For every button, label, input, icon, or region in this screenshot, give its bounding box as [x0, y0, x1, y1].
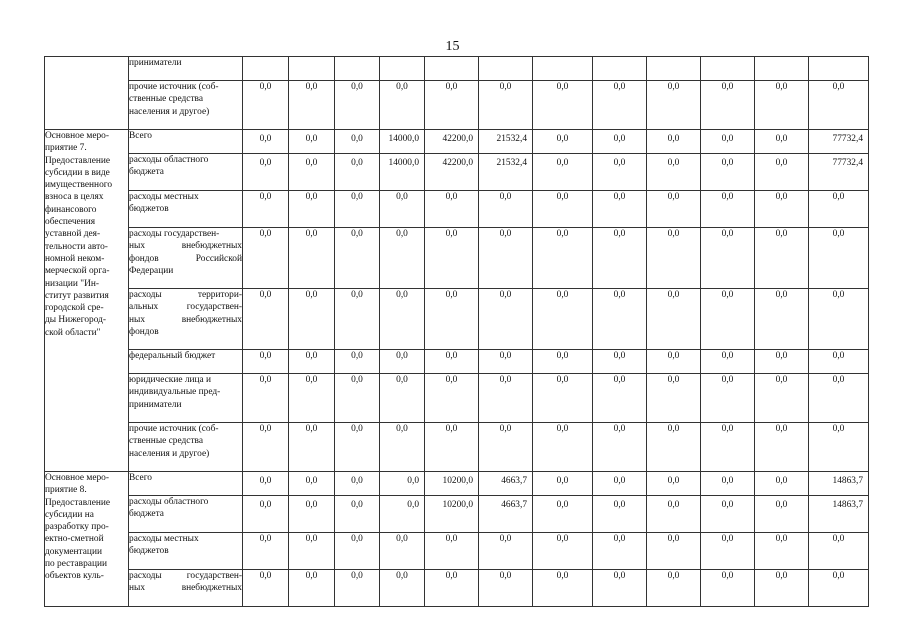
value-cell: 0,0 — [335, 374, 380, 423]
value-cell: 0,0 — [755, 570, 809, 607]
event-line: документации — [45, 546, 102, 557]
value-cell: 0,0 — [809, 228, 869, 289]
value-cell: 0,0 — [380, 81, 425, 130]
funding-source-line: расходы областного — [129, 497, 209, 507]
value-cell: 0,0 — [335, 533, 380, 570]
value-cell: 0,0 — [425, 289, 479, 350]
value-cell: 0,0 — [701, 570, 755, 607]
value-cell: 0,0 — [701, 81, 755, 130]
value-cell: 0,0 — [479, 228, 533, 289]
value-cell: 0,0 — [647, 423, 701, 472]
value-cell: 0,0 — [380, 570, 425, 607]
funding-source-line: расходы областного — [129, 155, 209, 165]
value-cell: 0,0 — [809, 289, 869, 350]
value-cell: 21532,4 — [479, 154, 533, 191]
value-cell: 0,0 — [593, 228, 647, 289]
value-cell: 0,0 — [289, 350, 335, 374]
funding-source-line: ных внебюджетных — [129, 314, 242, 325]
value-cell — [335, 57, 380, 81]
value-cell: 0,0 — [593, 191, 647, 228]
value-cell — [701, 57, 755, 81]
value-cell: 0,0 — [533, 496, 593, 533]
event-description — [45, 472, 129, 607]
value-cell: 0,0 — [243, 154, 289, 191]
value-cell: 0,0 — [335, 81, 380, 130]
value-cell: 0,0 — [335, 423, 380, 472]
page-number: 15 — [445, 39, 460, 54]
value-cell: 0,0 — [243, 228, 289, 289]
value-cell: 0,0 — [701, 191, 755, 228]
value-cell: 0,0 — [425, 570, 479, 607]
value-cell: 14863,7 — [809, 472, 869, 496]
value-cell: 0,0 — [243, 423, 289, 472]
value-cell: 0,0 — [380, 374, 425, 423]
value-cell: 0,0 — [647, 81, 701, 130]
value-cell: 0,0 — [701, 289, 755, 350]
value-cell: 0,0 — [380, 289, 425, 350]
value-cell: 0,0 — [701, 423, 755, 472]
value-cell: 0,0 — [243, 81, 289, 130]
funding-source-line: альных государствен- — [129, 302, 242, 313]
funding-source-line: бюджетов — [129, 546, 169, 557]
value-cell: 0,0 — [647, 154, 701, 191]
event-line: тельности авто- — [45, 241, 108, 252]
table-row — [45, 130, 869, 154]
funding-source-line: федеральный бюджет — [129, 351, 216, 361]
event-line: уставной дея- — [45, 229, 101, 240]
value-cell: 0,0 — [380, 496, 425, 533]
funding-source — [129, 228, 243, 289]
value-cell: 0,0 — [479, 289, 533, 350]
value-cell: 0,0 — [533, 154, 593, 191]
event-line: Основное меро- — [45, 131, 109, 141]
value-cell: 0,0 — [243, 191, 289, 228]
table-row — [45, 496, 869, 533]
funding-source-line: прочие источник (соб- — [129, 424, 219, 434]
event-line: субсидии на — [45, 509, 94, 520]
value-cell — [533, 57, 593, 81]
funding-source-line: индивидуальные пред- — [129, 387, 221, 398]
value-cell: 0,0 — [755, 289, 809, 350]
value-cell: 14000,0 — [380, 130, 425, 154]
event-line: Предоставление — [45, 155, 111, 166]
value-cell: 0,0 — [755, 191, 809, 228]
value-cell: 0,0 — [425, 350, 479, 374]
value-cell: 0,0 — [755, 374, 809, 423]
value-cell: 0,0 — [243, 130, 289, 154]
event-line: объектов куль- — [45, 571, 104, 582]
table-row — [45, 81, 869, 130]
table-row — [45, 191, 869, 228]
funding-source — [129, 374, 243, 423]
table-row — [45, 423, 869, 472]
value-cell: 0,0 — [479, 374, 533, 423]
value-cell: 0,0 — [289, 289, 335, 350]
value-cell: 0,0 — [533, 350, 593, 374]
value-cell: 0,0 — [647, 374, 701, 423]
value-cell: 0,0 — [593, 472, 647, 496]
value-cell: 0,0 — [243, 374, 289, 423]
value-cell: 10200,0 — [425, 472, 479, 496]
value-cell: 0,0 — [425, 374, 479, 423]
value-cell: 77732,4 — [809, 154, 869, 191]
value-cell: 0,0 — [479, 533, 533, 570]
value-cell: 0,0 — [809, 374, 869, 423]
event-line: имущественного — [45, 180, 113, 191]
funding-source — [129, 81, 243, 130]
value-cell: 0,0 — [243, 570, 289, 607]
value-cell: 0,0 — [533, 130, 593, 154]
funding-source-line: бюджетов — [129, 204, 169, 215]
funding-source — [129, 570, 243, 607]
funding-source-line: Всего — [129, 131, 152, 141]
value-cell: 0,0 — [289, 472, 335, 496]
value-cell: 0,0 — [335, 570, 380, 607]
value-cell: 0,0 — [289, 570, 335, 607]
event-line: ской области" — [45, 327, 101, 338]
table-row — [45, 570, 869, 607]
value-cell — [479, 57, 533, 81]
value-cell: 0,0 — [479, 350, 533, 374]
funding-source — [129, 154, 243, 191]
funding-source-line: расходы местных — [129, 534, 199, 544]
funding-source-line: ственные средства — [129, 436, 204, 447]
funding-source-line: Всего — [129, 473, 152, 483]
value-cell: 0,0 — [335, 350, 380, 374]
value-cell: 0,0 — [479, 191, 533, 228]
event-line: разработку про- — [45, 522, 109, 533]
value-cell: 0,0 — [380, 228, 425, 289]
value-cell: 0,0 — [755, 154, 809, 191]
funding-source-line: приниматели — [129, 58, 182, 68]
value-cell: 0,0 — [533, 191, 593, 228]
value-cell: 4663,7 — [479, 472, 533, 496]
value-cell: 0,0 — [479, 423, 533, 472]
value-cell: 0,0 — [533, 472, 593, 496]
funding-source-line: населения и другое) — [129, 106, 210, 117]
value-cell: 0,0 — [533, 228, 593, 289]
funding-source — [129, 289, 243, 350]
event-line: мерческой орга- — [45, 266, 110, 277]
funding-source-line: прочие источник (соб- — [129, 82, 219, 92]
value-cell: 0,0 — [380, 533, 425, 570]
value-cell: 0,0 — [289, 423, 335, 472]
value-cell: 0,0 — [243, 350, 289, 374]
value-cell — [380, 57, 425, 81]
table-row — [45, 289, 869, 350]
event-line: городской сре- — [45, 303, 104, 314]
value-cell: 0,0 — [809, 191, 869, 228]
value-cell: 0,0 — [425, 228, 479, 289]
value-cell: 0,0 — [533, 374, 593, 423]
value-cell: 0,0 — [289, 81, 335, 130]
value-cell: 0,0 — [809, 423, 869, 472]
funding-source-line: фондов — [129, 326, 159, 337]
funding-source-line: расходы государствен- — [129, 571, 242, 581]
value-cell: 0,0 — [755, 472, 809, 496]
value-cell: 0,0 — [380, 191, 425, 228]
value-cell — [647, 57, 701, 81]
table-row — [45, 228, 869, 289]
value-cell: 0,0 — [335, 191, 380, 228]
event-line: низации "Ин- — [45, 278, 100, 289]
funding-source — [129, 130, 243, 154]
table-row — [45, 350, 869, 374]
value-cell: 0,0 — [593, 533, 647, 570]
value-cell: 0,0 — [593, 130, 647, 154]
value-cell: 0,0 — [809, 81, 869, 130]
value-cell: 0,0 — [593, 289, 647, 350]
event-description — [45, 130, 129, 472]
value-cell — [755, 57, 809, 81]
value-cell — [425, 57, 479, 81]
value-cell: 77732,4 — [809, 130, 869, 154]
value-cell: 0,0 — [243, 289, 289, 350]
value-cell: 0,0 — [647, 130, 701, 154]
value-cell: 0,0 — [593, 154, 647, 191]
value-cell: 0,0 — [289, 130, 335, 154]
funding-source-line: бюджета — [129, 167, 164, 178]
value-cell: 0,0 — [755, 423, 809, 472]
value-cell: 0,0 — [701, 130, 755, 154]
funding-source-line: бюджета — [129, 509, 164, 520]
value-cell: 0,0 — [809, 350, 869, 374]
value-cell: 0,0 — [647, 350, 701, 374]
event-line: приятие 7. — [45, 143, 87, 154]
value-cell: 0,0 — [755, 81, 809, 130]
funding-source-line: ных внебюджетных — [129, 241, 242, 252]
value-cell: 0,0 — [380, 472, 425, 496]
value-cell: 0,0 — [289, 374, 335, 423]
funding-source — [129, 533, 243, 570]
value-cell: 0,0 — [533, 533, 593, 570]
value-cell: 0,0 — [533, 570, 593, 607]
value-cell: 42200,0 — [425, 130, 479, 154]
funding-source-line: расходы местных — [129, 192, 199, 202]
value-cell: 14863,7 — [809, 496, 869, 533]
value-cell: 0,0 — [701, 350, 755, 374]
value-cell: 0,0 — [701, 228, 755, 289]
value-cell: 0,0 — [647, 191, 701, 228]
value-cell: 0,0 — [533, 289, 593, 350]
value-cell: 42200,0 — [425, 154, 479, 191]
funding-source-line: ных внебюджетных — [129, 583, 242, 594]
funding-source — [129, 57, 243, 81]
value-cell: 0,0 — [425, 81, 479, 130]
funding-source-line: приниматели — [129, 399, 182, 410]
value-cell: 0,0 — [593, 570, 647, 607]
value-cell: 0,0 — [335, 130, 380, 154]
value-cell: 0,0 — [755, 533, 809, 570]
value-cell: 0,0 — [243, 472, 289, 496]
value-cell: 0,0 — [755, 228, 809, 289]
value-cell: 0,0 — [289, 154, 335, 191]
value-cell: 0,0 — [755, 496, 809, 533]
value-cell: 21532,4 — [479, 130, 533, 154]
value-cell: 0,0 — [335, 496, 380, 533]
value-cell: 0,0 — [425, 423, 479, 472]
event-line: номной неком- — [45, 253, 105, 264]
value-cell: 0,0 — [335, 228, 380, 289]
value-cell — [809, 57, 869, 81]
funding-source — [129, 496, 243, 533]
funding-source — [129, 350, 243, 374]
value-cell: 0,0 — [809, 533, 869, 570]
value-cell: 0,0 — [289, 533, 335, 570]
event-line: субсидии в виде — [45, 167, 110, 178]
value-cell: 0,0 — [647, 289, 701, 350]
value-cell: 0,0 — [647, 533, 701, 570]
funding-source — [129, 423, 243, 472]
funding-source-line: расходы государствен- — [129, 229, 220, 239]
value-cell: 0,0 — [647, 228, 701, 289]
value-cell: 10200,0 — [425, 496, 479, 533]
value-cell: 0,0 — [380, 423, 425, 472]
event-line: Предоставление — [45, 497, 111, 508]
value-cell: 0,0 — [425, 533, 479, 570]
value-cell: 0,0 — [533, 81, 593, 130]
value-cell: 0,0 — [647, 472, 701, 496]
value-cell — [593, 57, 647, 81]
funding-source — [129, 191, 243, 228]
event-line: приятие 8. — [45, 485, 87, 496]
value-cell: 0,0 — [701, 154, 755, 191]
value-cell: 0,0 — [479, 81, 533, 130]
value-cell: 0,0 — [425, 191, 479, 228]
table-row — [45, 472, 869, 496]
funding-source — [129, 472, 243, 496]
value-cell: 0,0 — [335, 289, 380, 350]
funding-source-line: Федерации — [129, 265, 174, 276]
value-cell: 0,0 — [701, 496, 755, 533]
funding-table — [44, 56, 869, 607]
event-line: ектно-сметной — [45, 534, 104, 545]
value-cell: 0,0 — [647, 496, 701, 533]
value-cell — [243, 57, 289, 81]
table-row — [45, 374, 869, 423]
event-line: ститут развития — [45, 290, 109, 301]
value-cell: 0,0 — [289, 496, 335, 533]
table-row — [45, 533, 869, 570]
value-cell: 0,0 — [335, 472, 380, 496]
funding-source-line: фондов Российской — [129, 253, 242, 264]
value-cell: 0,0 — [647, 570, 701, 607]
value-cell: 0,0 — [593, 350, 647, 374]
event-cell-empty — [45, 57, 129, 130]
event-line: ды Нижегород- — [45, 315, 107, 326]
event-line: финансового — [45, 204, 97, 215]
value-cell: 0,0 — [701, 374, 755, 423]
table-row — [45, 154, 869, 191]
event-line: по реставрации — [45, 559, 107, 570]
value-cell: 0,0 — [701, 533, 755, 570]
value-cell: 0,0 — [479, 570, 533, 607]
event-line: Основное меро- — [45, 473, 109, 483]
table-row — [45, 57, 869, 81]
value-cell: 0,0 — [533, 423, 593, 472]
value-cell: 0,0 — [755, 350, 809, 374]
value-cell: 0,0 — [593, 423, 647, 472]
value-cell: 0,0 — [755, 130, 809, 154]
value-cell: 0,0 — [593, 81, 647, 130]
value-cell: 0,0 — [593, 374, 647, 423]
value-cell — [289, 57, 335, 81]
value-cell: 0,0 — [809, 570, 869, 607]
funding-source-line: расходы территори- — [129, 290, 242, 300]
funding-source-line: ственные средства — [129, 94, 204, 105]
value-cell: 0,0 — [289, 228, 335, 289]
value-cell: 0,0 — [335, 154, 380, 191]
value-cell: 0,0 — [380, 350, 425, 374]
value-cell: 0,0 — [243, 533, 289, 570]
value-cell: 4663,7 — [479, 496, 533, 533]
value-cell: 14000,0 — [380, 154, 425, 191]
event-line: обеспечения — [45, 217, 96, 228]
funding-source-line: юридические лица и — [129, 375, 212, 385]
value-cell: 0,0 — [243, 496, 289, 533]
event-line: взноса в целях — [45, 192, 104, 203]
value-cell: 0,0 — [289, 191, 335, 228]
value-cell: 0,0 — [593, 496, 647, 533]
value-cell: 0,0 — [701, 472, 755, 496]
funding-source-line: населения и другое) — [129, 448, 210, 459]
